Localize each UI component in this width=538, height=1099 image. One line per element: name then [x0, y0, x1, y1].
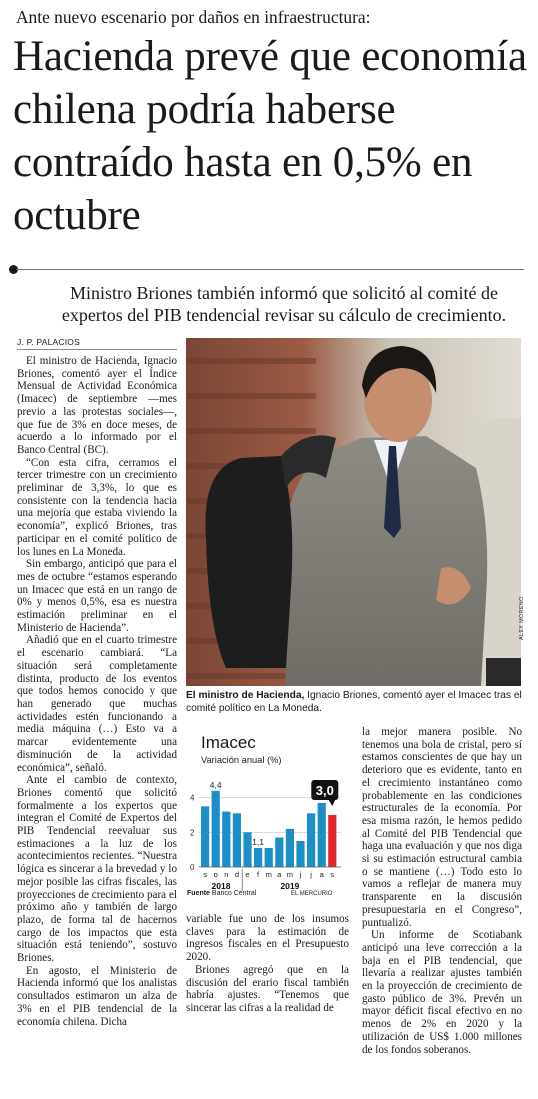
chart-title: Imacec — [201, 733, 256, 752]
bar — [233, 813, 241, 867]
paragraph: Briones agregó que en la discusión del erario fiscal también habría ajustes. “Tenemos que sincerar las cifras a la realidad de — [186, 963, 349, 1014]
chart-source-name: Banco Central — [211, 890, 257, 897]
bar — [265, 848, 273, 867]
x-tick-label: s — [330, 870, 335, 879]
x-tick-label: o — [213, 870, 218, 879]
x-tick-label: j — [299, 870, 302, 879]
x-tick-label: j — [310, 870, 312, 879]
y-tick-label: 4 — [190, 793, 195, 803]
bar — [296, 841, 304, 867]
paragraph: “Con esta cifra, cerramos el tercer trimestre con un crecimiento preliminar de 3,3%, lo que es consistente con la tendencia hacia una mejoría que estaba viviendo la economía”, explicó Briones, tras participar en el comité político de los lunes en La Moneda. — [17, 456, 177, 558]
photo-credit: ALEX MORENO — [519, 596, 525, 640]
bar — [212, 791, 220, 867]
article-column-3 — [362, 726, 522, 1056]
paragraph: El ministro de Hacienda, Ignacio Briones, comentó ayer el Índice Mensual de Actividad Económica (Imacec) de septiembre —mes previo a las protestas sociales—, que fue de 3% en doce meses, de acuerdo a lo informado por el Banco Central (BC). — [17, 355, 177, 456]
data-label: 1,1 — [252, 836, 265, 847]
callout-pointer — [328, 800, 335, 807]
year-label: 2018 — [211, 881, 231, 891]
bar — [307, 813, 315, 867]
subheadline: Ministro Briones también informó que solicitó al comité de expertos del PIB tendencial revisar su cálculo de crecimiento. — [61, 283, 507, 325]
bar — [243, 832, 251, 867]
byline-rule — [17, 349, 177, 350]
x-tick-label: a — [319, 870, 324, 879]
bar — [254, 848, 262, 867]
paragraph: variable fue uno de los insumos claves para la estimación de ingresos fiscales en el Presupuesto 2020. — [186, 913, 349, 964]
bar — [328, 815, 336, 867]
x-tick-label: n — [224, 870, 229, 879]
y-tick-label: 0 — [190, 863, 195, 872]
bar — [222, 812, 230, 867]
section-divider — [16, 269, 524, 270]
article-column-2 — [186, 913, 349, 1015]
headline: Hacienda prevé que economía chilena podría haberse contraído hasta en 0,5% en octubre — [13, 33, 527, 239]
year-label: 2019 — [280, 881, 300, 891]
paragraph: Ante el cambio de contexto, Briones comentó que solicitó formalmente a los expertos que integran el Comité de Expertos del PIB Tendencial reevaluar sus estimaciones a la luz de los acontecimientos recientes. “Nuestra lógica es sincerar a la brevedad y lo mejor posible las cifras fiscales, las proyecciones de crecimiento para el próximo año y también de largo plazo, de forma tal de hacernos cargo de los impactos que esta situación está teniendo”, sostuvo Briones. — [17, 774, 177, 965]
caption-text: Ignacio Briones, comentó ayer el Imacec tras el comité político en La Moneda. — [186, 690, 522, 714]
minister-photo — [186, 338, 521, 686]
x-tick-label: e — [245, 870, 250, 879]
imacec-chart — [186, 730, 351, 906]
paragraph: Un informe de Scotiabank anticipó una leve corrección a la baja en el PIB tendencial, que llevaría a realizar ajustes también en la proyección de crecimiento de gasto público de 3%. Prevén un mayor déficit fiscal efectivo en no menos de 2% en 2020 y la utilización de US$ 1.000 millones de los fondos soberanos. — [362, 929, 522, 1056]
y-tick-label: 2 — [190, 828, 195, 838]
paragraph: En agosto, el Ministerio de Hacienda informó que los analistas consultados estimaron un alza de 3% en el PIB tendencial de la economía chilena. Dicha — [17, 964, 177, 1028]
photo-caption — [186, 689, 526, 715]
x-tick-label: a — [277, 870, 282, 879]
bar — [275, 838, 283, 867]
x-tick-label: d — [234, 870, 239, 879]
bar — [318, 803, 326, 867]
byline: J. P. PALACIOS — [17, 337, 80, 347]
bar — [286, 829, 294, 867]
callout-value: 3,0 — [315, 783, 334, 799]
x-tick-label: m — [286, 870, 294, 879]
chart-source — [187, 890, 256, 897]
photo-illustration — [186, 338, 521, 686]
paragraph: Sin embargo, anticipó que para el mes de octubre “estamos esperando un Imacec que está en un rango de 0% y menos 0,5%, esa es nuestra estimación preliminar en el Ministerio de Hacienda”. — [17, 558, 177, 634]
chart-publisher: EL MERCURIO — [291, 891, 333, 897]
chart-subtitle: Variación anual (%) — [201, 755, 282, 765]
article-column-1 — [17, 355, 177, 1028]
paragraph: la mejor manera posible. No tenemos una bola de cristal, pero sí estamos conscientes de que hay un deterioro que es evidente, tanto en el crecimiento instantáneo como probablemente en las condiciones estructurales de la economía. Por esa misma razón, le hemos pedido al Comité del PIB Tendencial que haga una evaluación y que nos diga si su estimación estructural cambia o se mantiene (…) Todo esto lo vamos a reflejar de manera muy transparente en la discusión presupuestaria en el Congreso”, puntualizó. — [362, 726, 522, 929]
caption-lead: El ministro de Hacienda, — [186, 690, 305, 701]
x-tick-label: s — [203, 870, 207, 879]
kicker: Ante nuevo escenario por daños en infraestructura: — [16, 7, 371, 27]
data-label: 4,4 — [209, 779, 222, 790]
paragraph: Añadió que en el cuarto trimestre el escenario cambiará. “La situación será completamente distinta, producto de los eventos que todos hemos conocido y que han generado que muchas actividades estén funcionando a media máquina (…) Esto va a marcar evidentemente una disminución de la actividad económica”, señaló. — [17, 634, 177, 774]
x-tick-label: f — [257, 870, 260, 879]
x-tick-label: m — [265, 870, 272, 879]
bar — [201, 806, 209, 867]
chart-source-label: Fuente — [187, 890, 210, 897]
